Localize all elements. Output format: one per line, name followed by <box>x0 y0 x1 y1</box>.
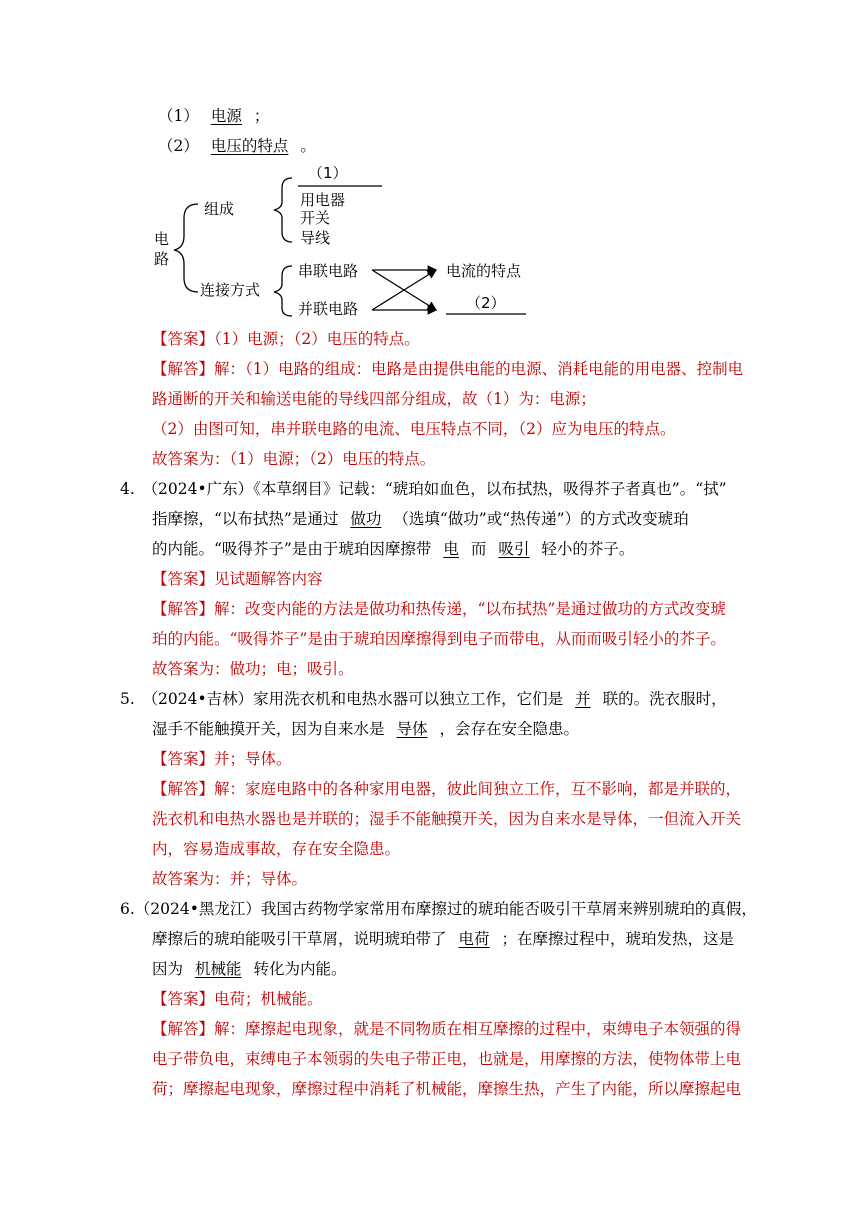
item-number: （2） <box>158 137 199 155</box>
answer-blank: 吸引 <box>498 540 530 558</box>
q4-explain-line-2: 珀的内能。“吸得芥子”是由于琥珀因摩擦得到电子而带电，从而而吸引轻小的芥子。 <box>152 630 726 648</box>
q3-explain-line-3: （2）由图可知，串并联电路的电流、电压特点不同，（2）应为电压的特点。 <box>152 420 676 438</box>
answer-blank: 并 <box>575 690 591 708</box>
q4-line-1: 4. （2024•广东）《本草纲目》记载：“琥珀如血色，以布拭热，吸得芥子者真也”。“拭” <box>120 480 727 498</box>
text-span: ；在摩擦过程中，琥珀发热，这是 <box>501 930 735 948</box>
item-number: （1） <box>158 107 199 125</box>
q6-explain-line-1: 【解答】解：摩擦起电现象，就是不同物质在相互摩擦的过程中，束缚电子本领强的得 <box>152 1020 742 1038</box>
q3-answer: 【答案】（1）电源；（2）电压的特点。 <box>152 330 420 348</box>
intro-line-1 <box>158 105 269 127</box>
q4-line-2 <box>152 508 689 530</box>
q6-line-2 <box>152 928 734 950</box>
diagram-parallel-circuit: 并联电路 <box>298 300 359 318</box>
text-span: 转化为内能。 <box>253 960 347 978</box>
text-span: 摩擦后的琥珀能吸引干草屑，说明琥珀带了 <box>152 930 447 948</box>
text-span: 而 <box>470 540 487 558</box>
diagram-composition-brace <box>274 178 292 242</box>
answer-blank: 导体 <box>396 720 428 738</box>
q5-line-2 <box>152 718 579 740</box>
diagram-item-appliance: 用电器 <box>300 191 346 209</box>
q3-explain-line-1: 【解答】解：（1）电路的组成：电路是由提供电能的电源、消耗电能的用电器、控制电 <box>152 360 744 378</box>
diagram-series-circuit: 串联电路 <box>298 262 359 280</box>
diagram-current-feature: 电流的特点 <box>446 262 522 280</box>
text-span: 湿手不能触摸开关，因为自来水是 <box>152 720 385 738</box>
q5-explain-line-1: 【解答】解：家庭电路中的各种家用电器，彼此间独立工作，互不影响，都是并联的， <box>152 780 742 798</box>
answer-blank: 做功 <box>350 510 382 528</box>
text-span: （选填“做功”或“热传递”）的方式改变琥珀 <box>393 510 689 528</box>
q3-explain-line-2: 路通断的开关和输送电能的导线四部分组成，故（1）为：电源； <box>152 390 596 408</box>
answer-blank: 电荷 <box>458 930 490 948</box>
text-span: 指摩擦，“以布拭热”是通过 <box>152 510 339 528</box>
answer-blank: 电源 <box>210 107 242 125</box>
diagram-branch-composition: 组成 <box>204 200 235 218</box>
text-span: 轻小的芥子。 <box>541 540 635 558</box>
q6-line-1: 6.（2024•黑龙江）我国古药物学家常用布摩擦过的琥珀能否吸引干草屑来辨别琥珀的真假， <box>120 900 757 918</box>
text-span: 联的。洗衣服时， <box>602 690 727 708</box>
diagram-item-wire: 导线 <box>300 229 331 247</box>
answer-blank: 电压的特点 <box>210 137 289 155</box>
q5-explain-line-3: 内，容易造成事故，存在安全隐患。 <box>152 840 401 858</box>
diagram-item-switch: 开关 <box>300 209 331 227</box>
text-span: 的内能。“吸得芥子”是由于琥珀因摩擦带 <box>152 540 432 558</box>
q6-explain-line-2: 电子带负电，束缚电子本领弱的失电子带正电，也就是，用摩擦的方法，使物体带上电 <box>152 1050 742 1068</box>
q5-explain-line-2: 洗衣机和电热水器也是并联的；湿手不能触摸开关，因为自来水是导体，一但流入开关 <box>152 810 742 828</box>
punctuation: ； <box>253 107 270 125</box>
q4-answer: 【答案】见试题解答内容 <box>152 570 323 588</box>
diagram-root-label-2: 路 <box>154 250 170 268</box>
text-span: 5. （2024•吉林）家用洗衣机和电热水器可以独立工作，它们是 <box>120 690 564 708</box>
diagram-blank-2: （2） <box>466 294 506 312</box>
q5-final: 故答案为：并；导体。 <box>152 870 308 888</box>
q4-line-3 <box>152 538 634 560</box>
q5-answer: 【答案】并；导体。 <box>152 750 292 768</box>
diagram-connection-brace <box>274 266 292 316</box>
answer-blank: 电 <box>443 540 459 558</box>
text-span: ，会存在安全隐患。 <box>439 720 580 738</box>
q5-line-1 <box>120 688 727 710</box>
punctuation: 。 <box>300 137 316 155</box>
q6-explain-line-3: 荷；摩擦起电现象，摩擦过程中消耗了机械能，摩擦生热，产生了内能，所以摩擦起电 <box>152 1080 742 1098</box>
intro-line-2 <box>158 135 316 157</box>
diagram-root-label-1: 电 <box>154 230 170 248</box>
text-span: 因为 <box>152 960 184 978</box>
q4-final: 故答案为：做功；电；吸引。 <box>152 660 354 678</box>
diagram-main-brace <box>174 204 198 292</box>
q6-answer: 【答案】电荷；机械能。 <box>152 990 323 1008</box>
q6-line-3 <box>152 958 347 980</box>
diagram-branch-connection: 连接方式 <box>200 281 261 299</box>
circuit-concept-diagram <box>140 166 560 326</box>
q3-final: 故答案为：（1）电源；（2）电压的特点。 <box>152 450 436 468</box>
q4-explain-line-1: 【解答】解：改变内能的方法是做功和热传递，“以布拭热”是通过做功的方式改变琥 <box>152 600 726 618</box>
diagram-blank-1: （1） <box>308 166 348 182</box>
answer-blank: 机械能 <box>195 960 242 978</box>
